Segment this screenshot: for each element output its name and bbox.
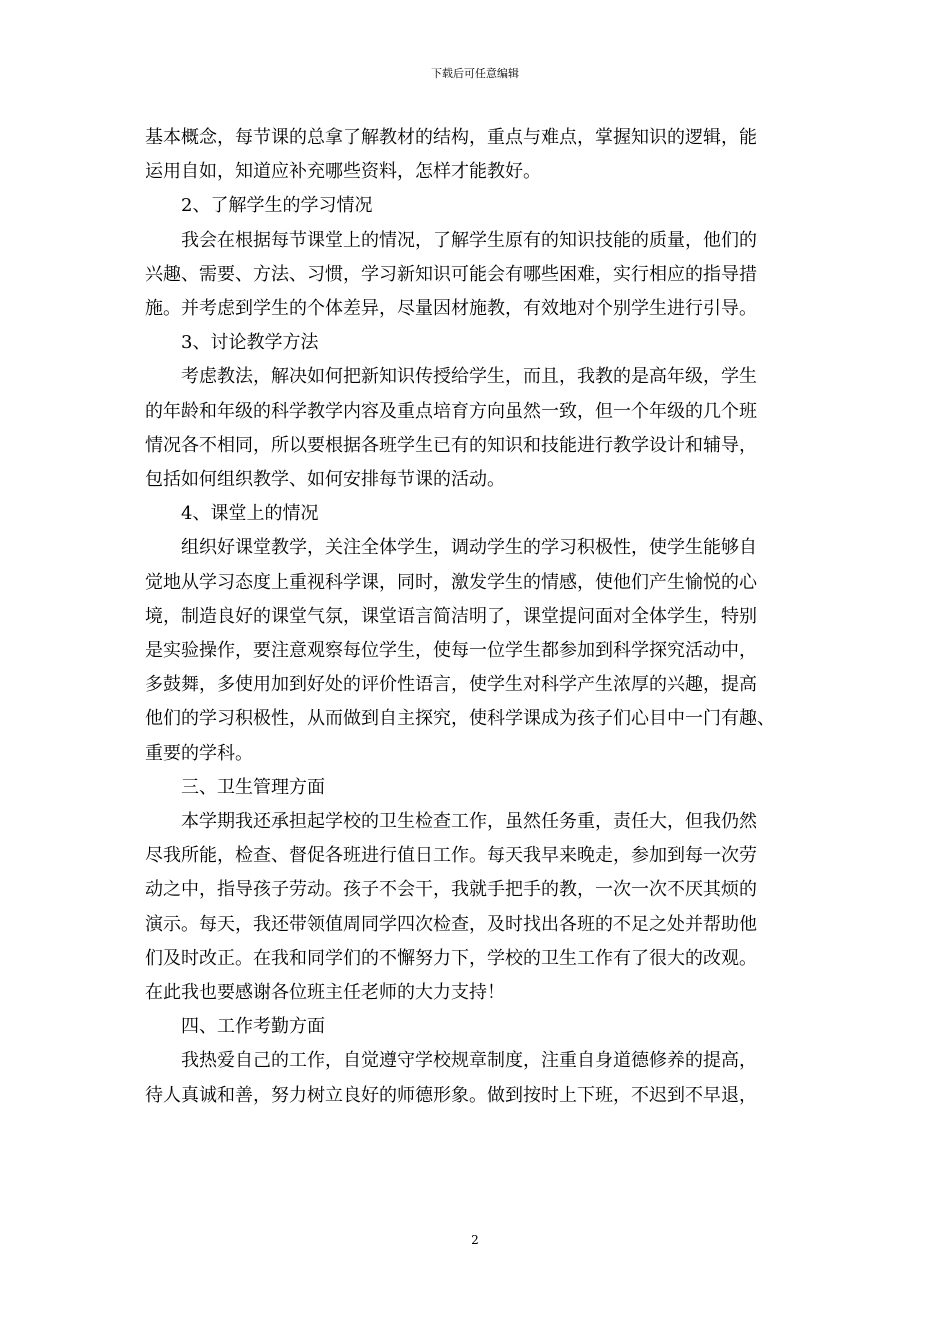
text-line: 包括如何组织教学、如何安排每节课的活动。 bbox=[145, 469, 505, 491]
text-line: 情况各不相同，所以要根据各班学生已有的知识和技能进行教学设计和辅导， bbox=[145, 434, 757, 456]
text-line: 们及时改正。在我和同学们的不懈努力下，学校的卫生工作有了很大的改观。 bbox=[145, 947, 757, 969]
text-line: 觉地从学习态度上重视科学课，同时，激发学生的情感，使他们产生愉悦的心 bbox=[145, 571, 757, 593]
text-line: 是实验操作，要注意观察每位学生，使每一位学生都参加到科学探究活动中， bbox=[145, 640, 757, 662]
text-line: 我热爱自己的工作，自觉遵守学校规章制度，注重自身道德修养的提高， bbox=[181, 1050, 757, 1072]
page-number: 2 bbox=[471, 1233, 479, 1247]
text-line: 兴趣、需要、方法、习惯，学习新知识可能会有哪些困难，实行相应的指导措 bbox=[145, 263, 757, 285]
text-line: 组织好课堂教学，关注全体学生，调动学生的学习积极性，使学生能够自 bbox=[181, 537, 757, 559]
text-line: 待人真诚和善，努力树立良好的师德形象。做到按时上下班，不迟到不早退， bbox=[145, 1084, 757, 1106]
text-line: 尽我所能，检查、督促各班进行值日工作。每天我早来晚走，参加到每一次劳 bbox=[145, 845, 757, 867]
document-body bbox=[145, 121, 817, 1113]
text-line: 基本概念，每节课的总拿了解教材的结构，重点与难点，掌握知识的逻辑，能 bbox=[145, 127, 757, 148]
text-line: 他们的学习积极性，从而做到自主探究，使科学课成为孩子们心目中一门有趣、 bbox=[145, 708, 775, 730]
text-line: 我会在根据每节课堂上的情况，了解学生原有的知识技能的质量，他们的 bbox=[181, 229, 757, 251]
text-line: 境，制造良好的课堂气氛，课堂语言简洁明了，课堂提问面对全体学生，特别 bbox=[145, 605, 757, 627]
text-line: 3、讨论教学方法 bbox=[181, 332, 319, 354]
text-line: 4、课堂上的情况 bbox=[181, 503, 319, 525]
text-line: 三、卫生管理方面 bbox=[181, 776, 325, 798]
text-line: 施。并考虑到学生的个体差异，尽量因材施教，有效地对个别学生进行引导。 bbox=[145, 298, 757, 320]
text-line: 在此我也要感谢各位班主任老师的大力支持！ bbox=[145, 982, 505, 1004]
text-line: 重要的学科。 bbox=[145, 742, 253, 764]
text-line: 2、了解学生的学习情况 bbox=[181, 195, 373, 217]
text-line: 四、工作考勤方面 bbox=[181, 1016, 325, 1038]
page-header: 下载后可任意编辑 bbox=[431, 67, 519, 80]
text-line: 运用自如，知道应补充哪些资料，怎样才能教好。 bbox=[145, 161, 541, 183]
text-line: 多鼓舞，多使用加到好处的评价性语言，使学生对科学产生浓厚的兴趣，提高 bbox=[145, 674, 757, 696]
text-line: 本学期我还承担起学校的卫生检查工作，虽然任务重，责任大，但我仍然 bbox=[181, 811, 757, 833]
text-line: 考虑教法，解决如何把新知识传授给学生，而且，我教的是高年级，学生 bbox=[181, 366, 757, 388]
text-line: 的年龄和年级的科学教学内容及重点培育方向虽然一致，但一个年级的几个班 bbox=[145, 400, 757, 422]
text-line: 动之中，指导孩子劳动。孩子不会干，我就手把手的教，一次一次不厌其烦的 bbox=[145, 879, 757, 901]
text-line: 演示。每天，我还带领值周同学四次检查，及时找出各班的不足之处并帮助他 bbox=[145, 913, 757, 935]
